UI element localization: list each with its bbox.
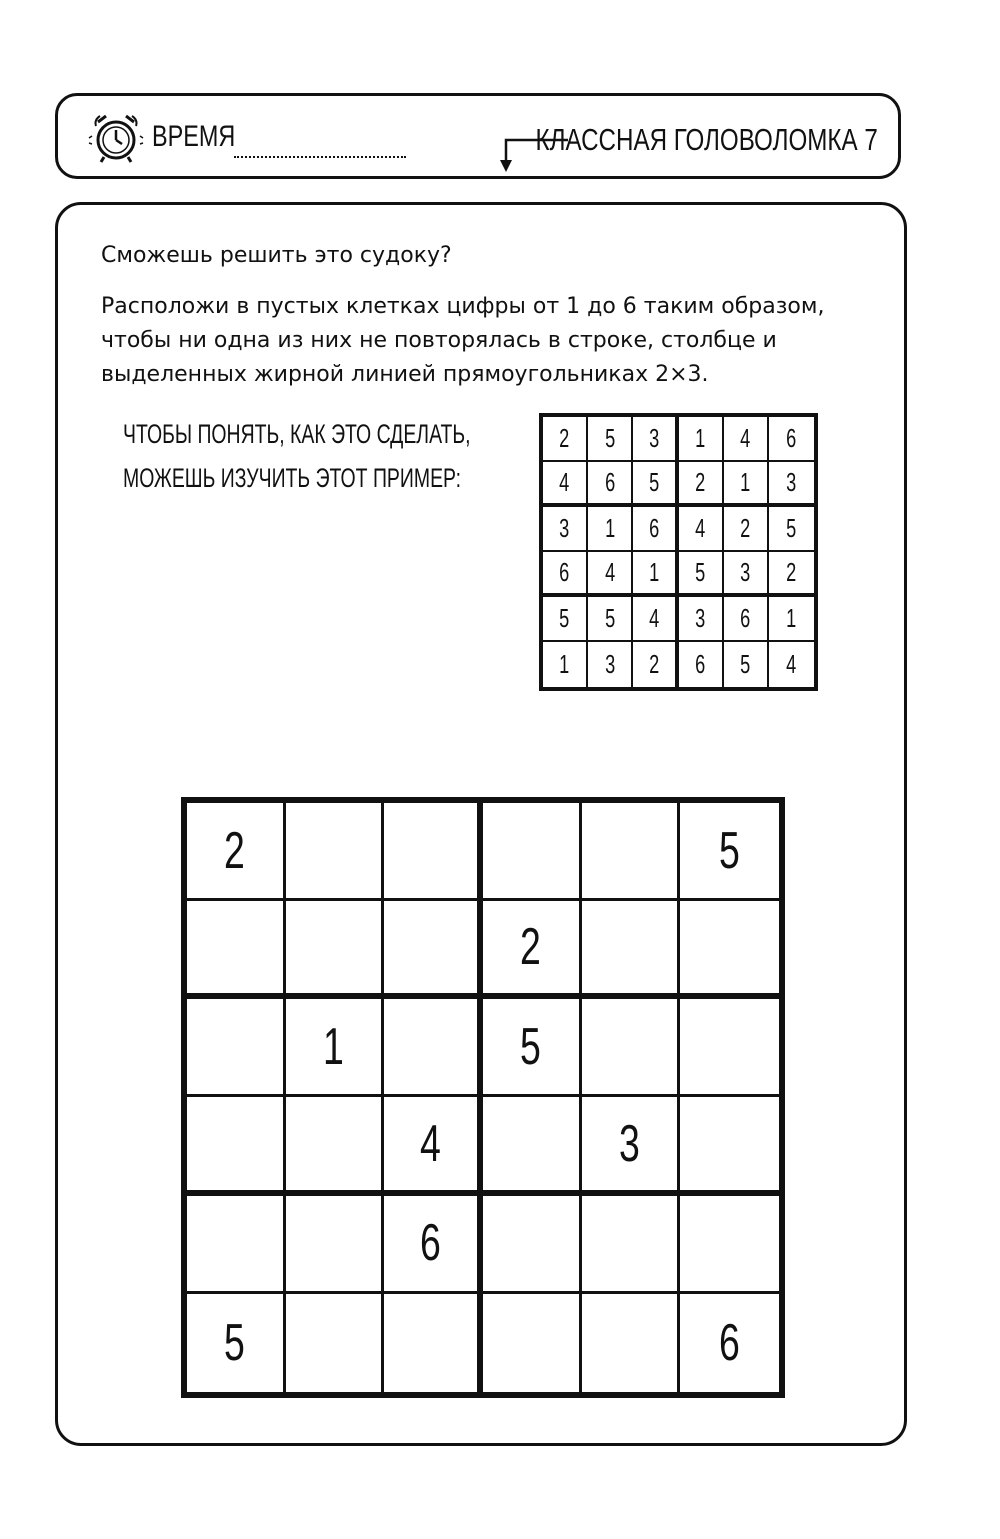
- example-cell-r1c6: [769, 417, 814, 462]
- example-cell-r4c5: [724, 552, 769, 597]
- puzzle-cell-r2c1[interactable]: [187, 901, 286, 999]
- example-cell-r2c6: [769, 462, 814, 507]
- example-cell-r3c3: [633, 507, 678, 552]
- example-cell-value: 2: [786, 557, 797, 587]
- example-cell-r6c4: [679, 642, 724, 687]
- puzzle-cell-r2c5[interactable]: [582, 901, 681, 999]
- puzzle-cell-r5c3: [384, 1196, 483, 1294]
- puzzle-cell-r3c2: [286, 999, 385, 1097]
- example-cell-r2c4: [679, 462, 724, 507]
- puzzle-cell-r2c3[interactable]: [384, 901, 483, 999]
- example-cell-r3c5: [724, 507, 769, 552]
- puzzle-cell-value: 1: [323, 1017, 344, 1076]
- example-cell-r4c2: [588, 552, 633, 597]
- example-cell-value: 4: [604, 557, 615, 587]
- example-cell-value: 4: [648, 603, 659, 633]
- example-cell-value: 2: [695, 467, 706, 497]
- example-cell-value: 6: [648, 513, 659, 543]
- puzzle-cell-r3c5[interactable]: [582, 999, 681, 1097]
- puzzle-cell-value: 6: [420, 1214, 442, 1273]
- example-cell-value: 5: [604, 603, 615, 633]
- example-cell-value: 4: [559, 467, 570, 497]
- example-cell-value: 3: [786, 467, 797, 497]
- example-cell-value: 5: [559, 603, 570, 633]
- puzzle-cell-r5c5[interactable]: [582, 1196, 681, 1294]
- instructions-text: Расположи в пустых клетках цифры от 1 до 6 таким образом, чтобы ни одна из них не повторялась в строке, столбце и выделенных жирной линией прямоугольниках 2×3.: [101, 294, 825, 387]
- puzzle-cell-r6c3[interactable]: [384, 1294, 483, 1392]
- puzzle-cell-r5c2[interactable]: [286, 1196, 385, 1294]
- time-label: ВРЕМЯ: [152, 120, 236, 153]
- puzzle-cell-r4c3: [384, 1097, 483, 1195]
- puzzle-cell-r1c1: [187, 803, 286, 901]
- example-cell-r6c3: [633, 642, 678, 687]
- example-cell-value: 3: [648, 423, 659, 453]
- puzzle-cell-value: 4: [420, 1114, 442, 1173]
- puzzle-cell-r6c1: [187, 1294, 286, 1392]
- puzzle-cell-r1c4[interactable]: [483, 803, 582, 901]
- example-cell-value: 1: [695, 423, 706, 453]
- example-cell-r2c3: [633, 462, 678, 507]
- example-cell-r1c5: [724, 417, 769, 462]
- puzzle-sudoku-grid: [181, 797, 785, 1398]
- example-cell-value: 6: [559, 557, 570, 587]
- example-cell-r5c2: [588, 597, 633, 642]
- example-cell-r2c2: [588, 462, 633, 507]
- puzzle-cell-r5c1[interactable]: [187, 1196, 286, 1294]
- example-cell-value: 6: [740, 603, 751, 633]
- example-cell-r4c3: [633, 552, 678, 597]
- example-cell-value: 1: [648, 557, 659, 587]
- example-cell-value: 5: [604, 423, 615, 453]
- puzzle-cell-r3c1[interactable]: [187, 999, 286, 1097]
- example-cell-value: 5: [695, 557, 706, 587]
- puzzle-cell-r6c2[interactable]: [286, 1294, 385, 1392]
- puzzle-cell-value: 2: [224, 821, 246, 880]
- puzzle-cell-r1c2[interactable]: [286, 803, 385, 901]
- example-cell-value: 1: [604, 513, 615, 543]
- example-cell-value: 1: [740, 467, 751, 497]
- puzzle-cell-value: 6: [719, 1313, 741, 1372]
- example-cell-r5c4: [679, 597, 724, 642]
- example-cell-r5c1: [543, 597, 588, 642]
- hint-text: [123, 412, 471, 500]
- example-cell-value: 6: [786, 423, 797, 453]
- example-cell-value: 5: [740, 649, 751, 679]
- hint-line-1: ЧТОБЫ ПОНЯТЬ, КАК ЭТО СДЕЛАТЬ,: [123, 419, 471, 449]
- puzzle-cell-value: 3: [619, 1114, 640, 1173]
- example-cell-value: 5: [648, 467, 659, 497]
- example-cell-value: 6: [604, 467, 615, 497]
- puzzle-cell-value: 5: [719, 821, 741, 880]
- puzzle-cell-r4c4[interactable]: [483, 1097, 582, 1195]
- example-cell-value: 3: [604, 649, 615, 679]
- puzzle-cell-value: 5: [224, 1313, 246, 1372]
- example-cell-r4c4: [679, 552, 724, 597]
- example-cell-value: 2: [648, 649, 659, 679]
- example-cell-r6c1: [543, 642, 588, 687]
- example-cell-value: 4: [740, 423, 751, 453]
- example-cell-r4c1: [543, 552, 588, 597]
- example-cell-r1c3: [633, 417, 678, 462]
- example-cell-value: 1: [786, 603, 797, 633]
- example-cell-r6c2: [588, 642, 633, 687]
- puzzle-cell-r3c6[interactable]: [680, 999, 779, 1097]
- puzzle-cell-r1c5[interactable]: [582, 803, 681, 901]
- example-cell-r3c6: [769, 507, 814, 552]
- example-cell-value: 2: [559, 423, 570, 453]
- example-cell-r5c5: [724, 597, 769, 642]
- example-cell-r1c2: [588, 417, 633, 462]
- puzzle-cell-r5c6[interactable]: [680, 1196, 779, 1294]
- example-sudoku-grid: [539, 413, 818, 691]
- example-cell-r2c1: [543, 462, 588, 507]
- puzzle-title: КЛАССНАЯ ГОЛОВОЛОМКА 7: [535, 122, 878, 157]
- example-cell-value: 1: [559, 649, 570, 679]
- alarm-clock-icon: [88, 108, 144, 166]
- puzzle-cell-r4c1[interactable]: [187, 1097, 286, 1195]
- example-cell-value: 4: [695, 513, 706, 543]
- puzzle-cell-r2c2[interactable]: [286, 901, 385, 999]
- example-cell-r2c5: [724, 462, 769, 507]
- example-cell-r5c6: [769, 597, 814, 642]
- example-cell-r1c4: [679, 417, 724, 462]
- example-cell-r6c5: [724, 642, 769, 687]
- puzzle-cell-r6c6: [680, 1294, 779, 1392]
- example-cell-r3c4: [679, 507, 724, 552]
- example-cell-value: 3: [740, 557, 751, 587]
- time-input-line[interactable]: [234, 156, 406, 158]
- example-cell-r4c6: [769, 552, 814, 597]
- example-cell-value: 6: [695, 649, 706, 679]
- example-cell-value: 3: [559, 513, 570, 543]
- puzzle-cell-r5c4[interactable]: [483, 1196, 582, 1294]
- puzzle-cell-r6c5[interactable]: [582, 1294, 681, 1392]
- puzzle-cell-r3c3[interactable]: [384, 999, 483, 1097]
- question-text: Сможешь решить это судоку?: [101, 243, 452, 268]
- puzzle-cell-r4c6[interactable]: [680, 1097, 779, 1195]
- example-cell-r5c3: [633, 597, 678, 642]
- puzzle-cell-r2c6[interactable]: [680, 901, 779, 999]
- puzzle-cell-r6c4[interactable]: [483, 1294, 582, 1392]
- header-bar: [55, 93, 901, 179]
- hint-line-2: МОЖЕШЬ ИЗУЧИТЬ ЭТОТ ПРИМЕР:: [123, 463, 461, 493]
- example-cell-value: 4: [786, 649, 797, 679]
- puzzle-cell-r2c4: [483, 901, 582, 999]
- puzzle-cell-r4c2[interactable]: [286, 1097, 385, 1195]
- puzzle-cell-r4c5: [582, 1097, 681, 1195]
- example-cell-r3c2: [588, 507, 633, 552]
- puzzle-cell-value: 2: [520, 918, 542, 977]
- puzzle-cell-r3c4: [483, 999, 582, 1097]
- puzzle-cell-r1c3[interactable]: [384, 803, 483, 901]
- example-cell-r3c1: [543, 507, 588, 552]
- example-cell-value: 3: [695, 603, 706, 633]
- example-cell-value: 5: [786, 513, 797, 543]
- example-cell-r1c1: [543, 417, 588, 462]
- puzzle-cell-value: 5: [520, 1017, 542, 1076]
- example-cell-value: 2: [740, 513, 751, 543]
- puzzle-cell-r1c6: [680, 803, 779, 901]
- example-cell-r6c6: [769, 642, 814, 687]
